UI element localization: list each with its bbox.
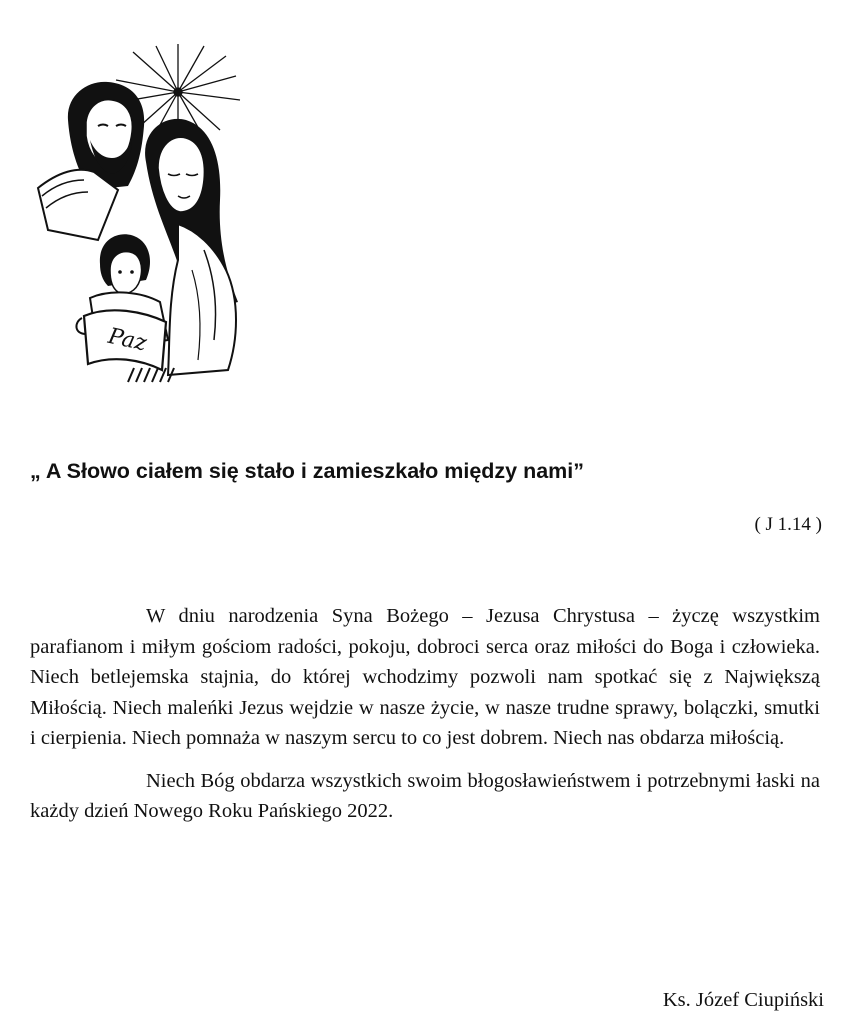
bible-quote: „ A Słowo ciałem się stało i zamieszkało między nami” xyxy=(30,459,585,483)
scroll-text: Paz xyxy=(105,323,149,357)
joseph-figure xyxy=(38,82,144,240)
bible-reference: ( J 1.14 ) xyxy=(754,514,822,535)
holy-family-illustration xyxy=(28,40,258,385)
signature: Ks. Józef Ciupiński xyxy=(662,989,824,1011)
greeting-paragraph: W dniu narodzenia Syna Bożego – Jezusa Chrystusa – życzę wszystkim parafianom i miłym gościom radości, pokoju, dobroci serca oraz miłości do Boga i człowieka. Niech betlejemska stajnia, do której wchodzimy pozwoli nam spotkać się z Największą Miłością. Niech maleńki Jezus wejdzie w nasze życie, w nasze trudne sprawy, bolączki, smutki i cierpienia. Niech pomnaża w naszym sercu to co jest dobrem. Niech nas obdarza miłością. xyxy=(30,605,820,749)
greeting-paragraph: Niech Bóg obdarza wszystkich swoim błogosławieństwem i potrzebnymi łaski na każdy dzień Nowego Roku Pańskiego 2022. xyxy=(30,769,820,822)
child-figure xyxy=(76,234,168,370)
greeting-text xyxy=(30,601,820,827)
